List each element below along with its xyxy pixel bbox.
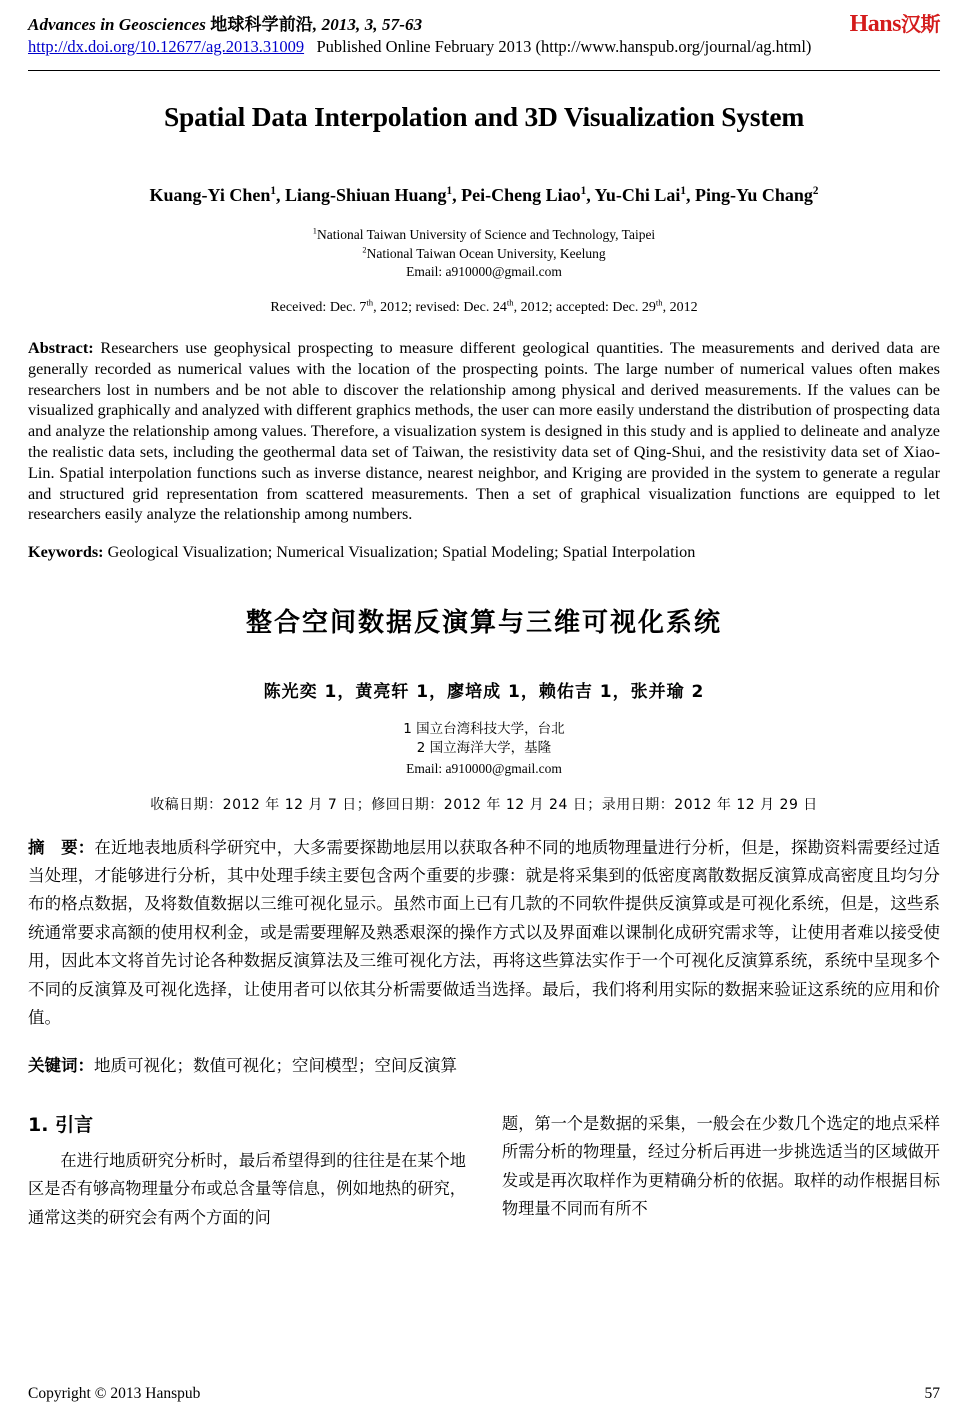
- date-revised-sup: th: [506, 297, 514, 308]
- email-line: Email: a910000@gmail.com: [406, 264, 562, 280]
- body-columns: [28, 1110, 940, 1232]
- keywords-line: [28, 543, 940, 562]
- keywords-label: Keywords:: [28, 543, 104, 562]
- hans-logo-cn: 汉斯: [901, 14, 940, 36]
- chinese-title: 整合空间数据反演算与三维可视化系统: [245, 608, 722, 639]
- abstract-paragraph: [28, 338, 940, 525]
- body-column-left: [28, 1110, 466, 1232]
- journal-citation: , 2013, 3, 57-63: [312, 15, 423, 34]
- chinese-abstract-paragraph: [28, 834, 940, 1033]
- section-number: 1.: [28, 1114, 49, 1137]
- page-header: [28, 10, 940, 66]
- chinese-affiliation-2: 2 国立海洋大学，基隆: [416, 740, 552, 757]
- date-revised-label: , 2012; revised: Dec. 24: [373, 299, 507, 315]
- article-dates: [28, 297, 940, 316]
- author-list: Kuang-Yi Chen$^1$, Liang-Shiuan Huang$^1$, Pei-Cheng Liao$^1$, Yu-Chi Lai$^1$, Ping-Yu Chang$^2$: [149, 185, 819, 205]
- date-accepted-sup: th: [655, 297, 663, 308]
- abstract-label: Abstract:: [28, 338, 94, 357]
- chinese-keywords-label: 关键词：: [28, 1056, 94, 1076]
- date-accepted-label: , 2012; accepted: Dec. 29: [513, 299, 656, 315]
- chinese-abstract-text: 在近地表地质科学研究中，大多需要探勘地层用以获取各种不同的地质物理量进行分析，但是，探勘资料需要经过适当处理，才能够进行分析，其中处理手续主要包含两个重要的步骤：就是将采集到的低密度离散数据反演算成高密度且均匀分布的格点数据，及将数值数据以三维可视化显示。虽然市面上已有几款的不同软件提供反演算或是可视化系统，但是，这些系统通常要求高额的使用权利金，或是需要理解及熟悉艰深的操作方式以及界面难以课制化成研究需求等，让使用者难以接受使用，因此本文将首先讨论各种数据反演算法及三维可视化方法，再将这些算法实作于一个可视化反演算系统，系统中呈现多个不同的反演算及可视化选择，让使用者可以依其分析需要做适当选择。最后，我们将利用实际的数据来验证这系统的应用和价值。: [28, 837, 941, 1027]
- chinese-affiliation-1: 1 国立台湾科技大学，台北: [403, 721, 565, 738]
- affiliation-2-text: National Taiwan Ocean University, Keelung: [366, 245, 606, 261]
- chinese-keywords-line: [28, 1052, 940, 1076]
- date-accepted-rest: , 2012: [662, 299, 698, 315]
- hans-logo: [850, 8, 940, 38]
- chinese-keywords-text: 地质可视化；数值可视化；空间模型；空间反演算: [94, 1056, 457, 1076]
- chinese-abstract-label: 摘 要：: [28, 837, 95, 857]
- copyright-text: Copyright © 2013 Hanspub: [28, 1385, 201, 1402]
- affiliation-2: $^2$National Taiwan Ocean University, Keelung: [362, 245, 606, 261]
- keywords-text: Geological Visualization; Numerical Visualization; Spatial Modeling; Spatial Interpolation: [103, 543, 696, 562]
- affiliation-1-text: National Taiwan University of Science and Technology, Taipei: [316, 227, 656, 242]
- affiliation-1: $^1$National Taiwan University of Science and Technology, Taipei: [312, 226, 656, 242]
- journal-title-cn: 地球科学前沿: [210, 15, 313, 34]
- journal-citation-line: [28, 10, 940, 35]
- body-column-right: [502, 1110, 940, 1232]
- chinese-author-list: 陈光奕 1，黄亮轩 1，廖培成 1，赖佑吉 1，张并瑜 2: [263, 682, 705, 703]
- doi-link[interactable]: http://dx.doi.org/10.12677/ag.2013.31009: [28, 37, 305, 56]
- section-heading-1: [28, 1110, 466, 1137]
- date-received-sup: th: [366, 297, 374, 308]
- affiliations: [28, 226, 940, 282]
- published-online-text: Published Online February 2013 (http://www.hanspub.org/journal/ag.html): [316, 37, 812, 56]
- body-paragraph-left: 在进行地质研究分析时，最后希望得到的往往是在某个地区是否有够高物理量分布或总含量等信息，例如地热的研究，通常这类的研究会有两个方面的问: [28, 1151, 466, 1227]
- abstract-text: Researchers use geophysical prospecting to measure different geological quantities. The measurements and derived data are generally recorded as numerical values with the location of the prospecting points. The large number of numerical values often makes researchers lost in numbers and be not able to discover the relationship among physical and derived measurements. If the values can be visualized graphically and analyzed with different graphics methods, the user can more easily understand the distribution of prospecting data and analyze the relationship among values. Therefore, a visualization system is designed in this study and is applied to delineate and analyze the realistic data sets, including the geothermal data set of Taiwan, the resistivity data set of Qing-Shui, and the resistivity data set of Xiao-Lin. Spatial interpolation functions such as inverse distance, nearest neighbor, and Kriging are provided in the system to generate a regular and structured grid representation from scattered measurements. Then a set of graphical visualization functions are equipped to let researchers easily analyze the relationship among numbers.: [28, 338, 940, 524]
- date-received-label: Received: Dec. 7: [270, 299, 367, 315]
- body-paragraph-right: 题，第一个是数据的采集，一般会在少数几个选定的地点采样所需分析的物理量，经过分析后再进一步挑选适当的区域做开发或是再次取样作为更精确分析的依据。取样的动作根据目标物理量不同而有所不: [502, 1114, 940, 1218]
- header-divider: [28, 70, 940, 71]
- hans-logo-en: Hans: [849, 11, 901, 37]
- chinese-dates: 收稿日期：2012 年 12 月 7 日；修回日期：2012 年 12 月 24 日；录用日期：2012 年 12 月 29 日: [150, 796, 818, 813]
- page-number: 57: [924, 1385, 940, 1402]
- section-title: 引言: [55, 1114, 94, 1137]
- page-title: Spatial Data Interpolation and 3D Visualization System: [163, 101, 805, 132]
- chinese-email-line: Email: a910000@gmail.com: [406, 760, 562, 776]
- page-footer: [28, 1385, 940, 1403]
- chinese-affiliations: [28, 720, 940, 777]
- doi-line: [28, 37, 940, 57]
- journal-title-en: Advances in Geosciences: [28, 15, 206, 34]
